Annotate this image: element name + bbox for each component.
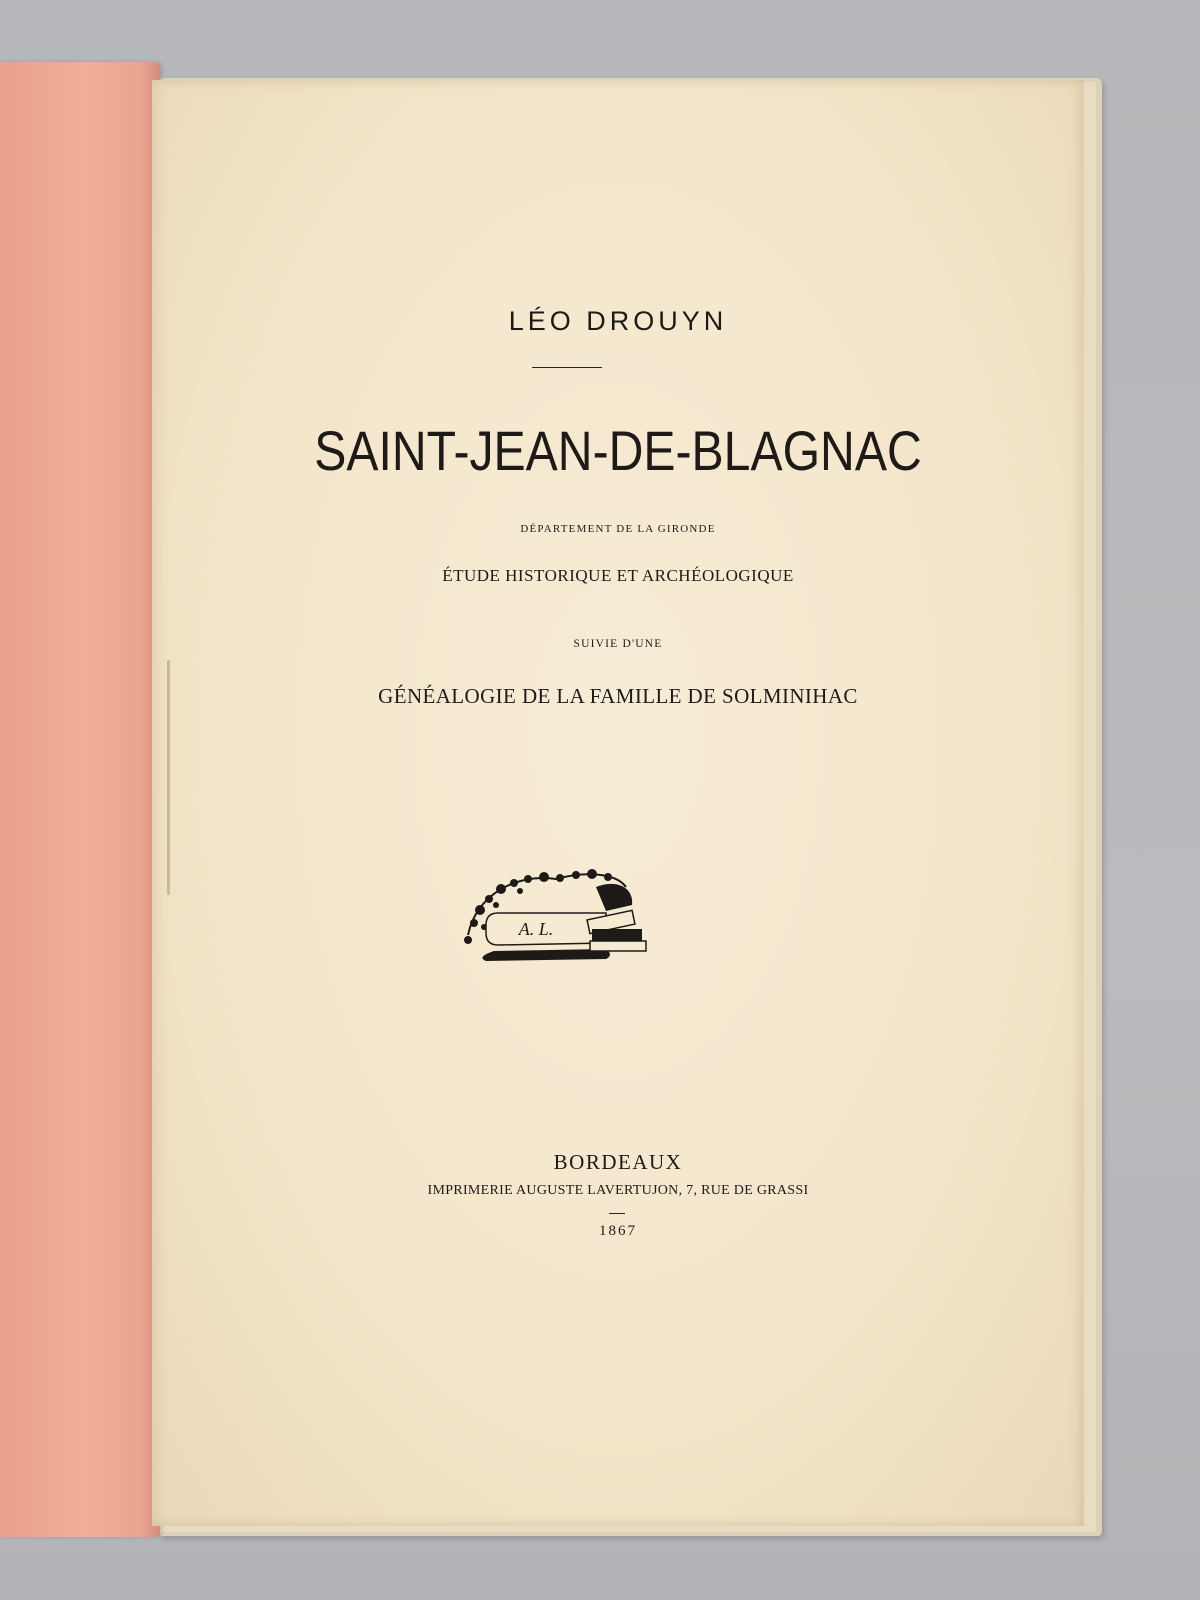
connector-line: SUIVIE D'UNE	[573, 638, 663, 650]
book-cover	[0, 62, 160, 1537]
imprint-year: 1867	[599, 1223, 637, 1239]
author-name: LÉO DROUYN	[508, 306, 728, 336]
title-page	[152, 80, 1084, 1526]
svg-text:A. L.: A. L.	[518, 919, 554, 939]
subtitle-line: ÉTUDE HISTORIQUE ET ARCHÉOLOGIQUE	[442, 566, 794, 585]
book-title: SAINT-JEAN-DE-BLAGNAC	[314, 419, 922, 482]
imprint-city: BORDEAUX	[553, 1150, 683, 1174]
printer-vignette-icon	[456, 865, 656, 970]
imprint-rule	[609, 1213, 625, 1214]
department-line: DÉPARTEMENT DE LA GIRONDE	[520, 523, 716, 535]
genealogy-line: GÉNÉALOGIE DE LA FAMILLE DE SOLMINIHAC	[378, 684, 858, 708]
imprint-printer: IMPRIMERIE AUGUSTE LAVERTUJON, 7, RUE DE GRASSI	[427, 1183, 809, 1198]
divider-rule	[532, 367, 602, 368]
